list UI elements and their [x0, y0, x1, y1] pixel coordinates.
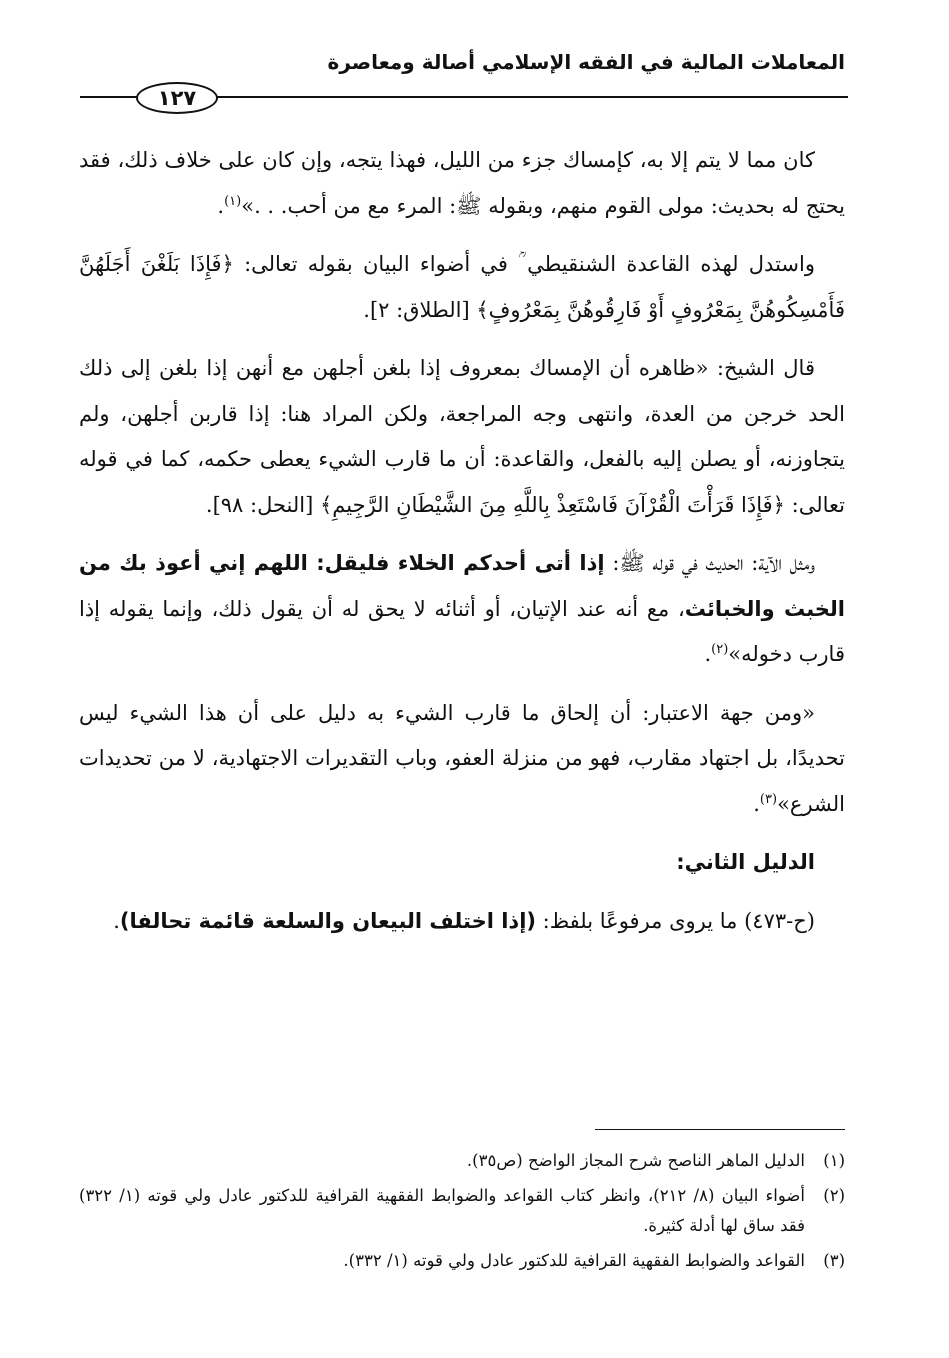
paragraph-2-lead: واستدل لهذه القاعدة الشنقيطي ؒ في أضواء البيان بقوله تعالى: [233, 252, 815, 276]
footnote-1 [79, 1146, 845, 1177]
quran-verse-nahl: ﴿فَإِذَا قَرَأْتَ الْقُرْآنَ فَاسْتَعِذْ بِاللَّهِ مِنَ الشَّيْطَانِ الرَّجِيمِ﴾ [320, 492, 785, 517]
footnote-ref-2[interactable]: (٢) [711, 642, 729, 657]
paragraph-2 [79, 242, 845, 333]
verse-reference-talaq: [الطلاق: ٢]. [363, 297, 477, 322]
paragraph-4-lead: ومثل الآية: الحديث في قوله ﷺ: [604, 551, 815, 575]
footnote-number: (١) [823, 1151, 845, 1170]
running-header: المعاملات المالية في الفقه الإسلامي أصالة ومعاصرة [327, 50, 845, 74]
paragraph-4-rest: ، مع أنه عند الإتيان، أو أثنائه لا يحق له أن يقول ذلك، وإنما يقوله إذا قارب دخوله» [79, 596, 845, 666]
footnote-2 [79, 1181, 845, 1242]
paragraph-3-lead: قال الشيخ: «ظاهره أن الإمساك بمعروف إذا بلغن أجلهن مع أنهن إذا بلغن إلى ذلك الحد خرجن من العدة، وانتهى وجه المراجعة، ولكن المراد هنا: إذا قاربن أجلهن، ولم يتجاوزنه، أو يصلن إليه بالفعل، والقاعدة: أن ما قارب الشيء يعطى حكمه، كما في قوله تعالى: [79, 356, 845, 517]
footnote-text: القواعد والضوابط الفقهية القرافية للدكتور عادل ولي قوته (١/ ٣٣٢). [343, 1250, 805, 1270]
footnote-number: (٣) [823, 1250, 845, 1270]
paragraph-4-end: . [704, 642, 712, 666]
verse-reference-nahl: [النحل: ٩٨]. [205, 492, 320, 517]
paragraph-1-text: كان مما لا يتم إلا به، كإمساك جزء من الليل، فهذا يتجه، وإن كان على خلاف ذلك، فقد يحتج له بحديث: مولى القوم منهم، وبقوله ﷺ: المرء مع من أحب. . .» [79, 148, 845, 218]
paragraph-6-lead: (ح-٤٧٣) ما يروى مرفوعًا بلفظ: [535, 908, 815, 933]
footnote-ref-3[interactable]: (٣) [759, 791, 778, 807]
hadith-text: إذا أتى أحدكم الخلاء فليقل: اللهم إني أعوذ بك من الخبث والخبائث [79, 551, 845, 621]
quran-verse-talaq: ﴿فَإِذَا بَلَغْنَ أَجَلَهُنَّ فَأَمْسِكُوهُنَّ بِمَعْرُوفٍ أَوْ فَارِقُوهُنَّ بِمَعْرُوفٍ﴾ [79, 252, 845, 322]
footnote-ref-1[interactable]: (١) [224, 193, 242, 209]
hadith-text-2: (إذا اختلف البيعان والسلعة قائمة تحالفا) [119, 908, 536, 933]
page-number: ١٢٧ [136, 82, 218, 114]
footnote-text: أضواء البيان (٨/ ٢١٢)، وانظر كتاب القواعد والضوابط الفقهية القرافية للدكتور عادل ولي قوته (١/ ٣٢٢) فقد ساق لها أدلة كثيرة. [79, 1185, 805, 1235]
paragraph-5-text: «ومن جهة الاعتبار: أن إلحاق ما قارب الشيء به دليل على أن هذا الشيء ليس تحديدًا، بل اجتهاد مقارب، فهو من منزلة العفو، وباب التقديرات الاجتهادية، لا من تحديدات الشرع» [79, 700, 845, 816]
paragraph-6-end: . [113, 908, 120, 933]
paragraph-5-end: . [753, 791, 760, 816]
section-heading: الدليل الثاني: [676, 850, 815, 874]
footnotes [79, 1146, 845, 1280]
paragraph-3 [79, 346, 845, 528]
footnote-text: الدليل الماهر الناصح شرح المجاز الواضح (ص٣٥). [466, 1151, 805, 1170]
main-text [79, 138, 845, 957]
paragraph-6 [79, 899, 845, 945]
footnote-number: (٢) [823, 1185, 845, 1205]
paragraph-4 [79, 541, 845, 678]
footnote-3 [79, 1246, 845, 1277]
paragraph-1 [79, 138, 845, 229]
paragraph-1-end: . [217, 193, 225, 218]
footnote-separator [595, 1129, 845, 1130]
paragraph-5 [79, 691, 845, 828]
